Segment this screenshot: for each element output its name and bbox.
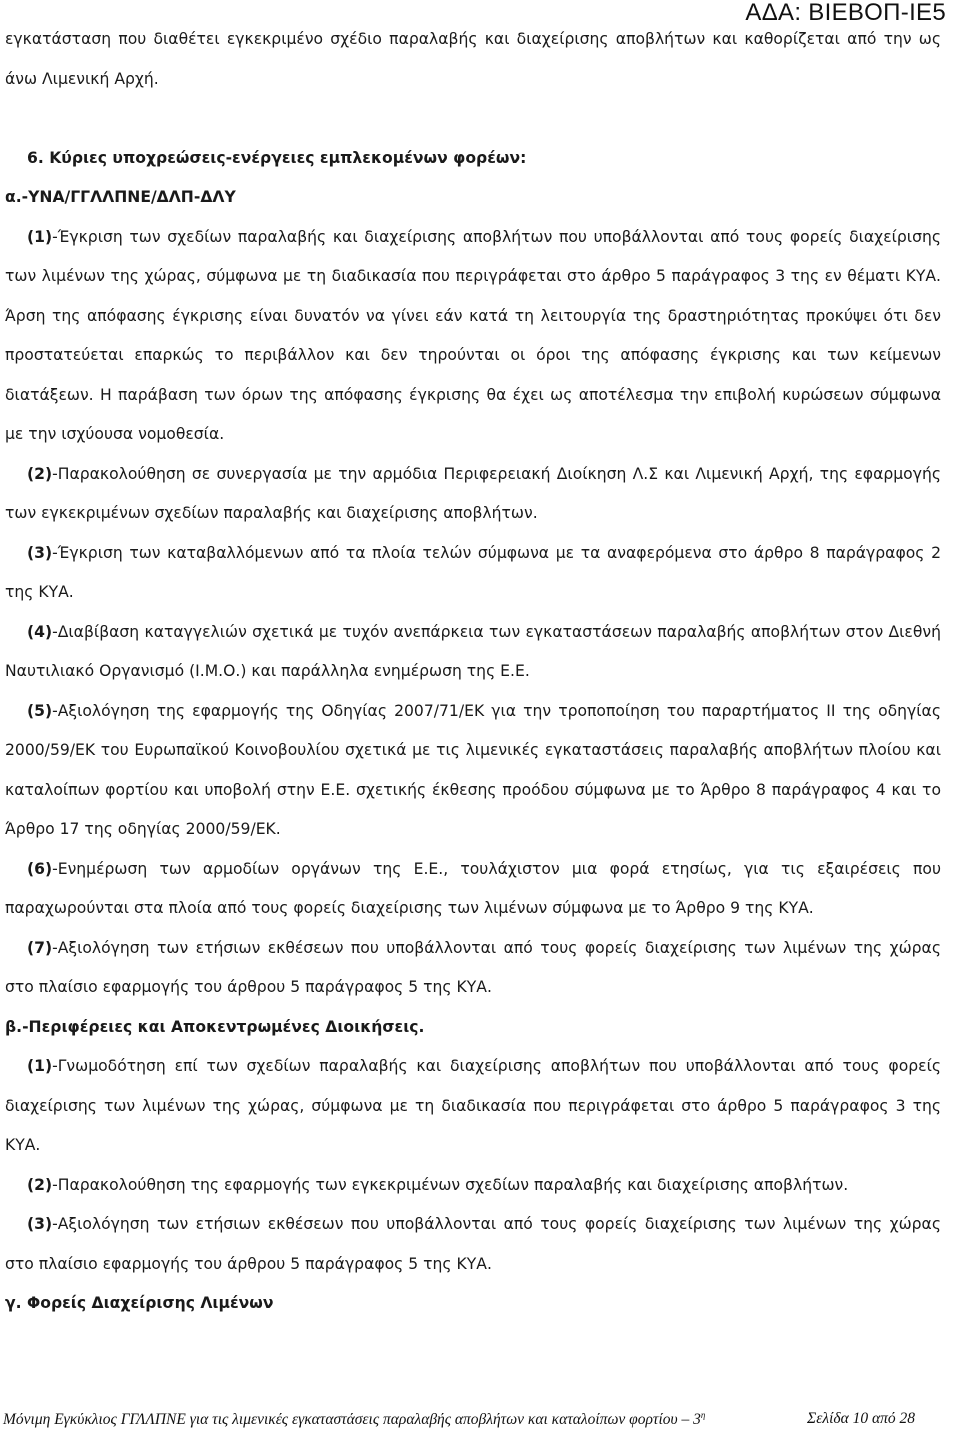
- list-item-a6: [5, 850, 941, 929]
- footer-title-text: Μόνιμη Εγκύκλιος ΓΓΛΛΠΝΕ για τις λιμενικές εγκαταστάσεις παραλαβής αποβλήτων και καταλοίπων φορτίου – 3: [3, 1411, 701, 1428]
- item-text: -Διαβίβαση καταγγελιών σχετικά με τυχόν ανεπάρκεια των εγκαταστάσεων παραλαβής αποβλήτων στον Διεθνή Ναυτιλιακό Οργανισμό (Ι.Μ.Ο.) και παράλληλα ενημέρωση της Ε.Ε.: [5, 622, 941, 680]
- list-item-b2: [5, 1166, 941, 1206]
- item-number: (3): [27, 543, 53, 562]
- footer-superscript: η: [700, 1410, 706, 1420]
- ada-code: ΑΔΑ: ΒΙΕΒΟΠ-ΙΕ5: [745, 0, 946, 26]
- item-text: -Έγκριση των καταβαλλόμενων από τα πλοία τελών σύμφωνα με τα αναφερόμενα στο άρθρο 8 παράγραφος 2 της ΚΥΑ.: [5, 543, 941, 601]
- intro-paragraph: εγκατάσταση που διαθέτει εγκεκριμένο σχέδιο παραλαβής και διαχείρισης αποβλήτων και καθορίζεται από την ως άνω Λιμενική Αρχή.: [5, 30, 941, 88]
- item-text: -Παρακολούθηση σε συνεργασία με την αρμόδια Περιφερειακή Διοίκηση Λ.Σ και Λιμενική Αρχή, της εφαρμογής των εγκεκριμένων σχεδίων παραλαβής και διαχείρισης αποβλήτων.: [5, 464, 941, 522]
- item-number: (2): [27, 464, 53, 483]
- list-item-a2: [5, 455, 941, 534]
- document-body: [5, 20, 941, 1324]
- item-text: -Αξιολόγηση της εφαρμογής της Οδηγίας 2007/71/ΕΚ για την τροποποίηση του παραρτήματος ΙΙ της οδηγίας 2000/59/ΕΚ του Ευρωπαϊκού Κοινοβουλίου σχετικά με τις λιμενικές εγκαταστάσεις παραλαβής αποβλήτων πλοίου και καταλοίπων φορτίου και υποβολή στην Ε.Ε. σχετικής έκθεσης προόδου σύμφωνα με το Άρθρο 8 παράγραφος 4 και το Άρθρο 17 της οδηγίας 2000/59/ΕΚ.: [5, 701, 941, 838]
- section-a-heading: α.-ΥΝΑ/ΓΓΛΛΠΝΕ/ΔΛΠ-ΔΛΥ: [5, 188, 236, 206]
- item-number: (6): [27, 859, 53, 878]
- page-number: Σελίδα 10 από 28: [807, 1410, 915, 1427]
- item-text: -Γνωμοδότηση επί των σχεδίων παραλαβής και διαχείρισης αποβλήτων που υποβάλλονται από τους φορείς διαχείρισης των λιμένων της χώρας, σύμφωνα με τη διαδικασία που περιγράφεται στο άρθρο 5 παράγραφος 3 της ΚΥΑ.: [5, 1057, 941, 1154]
- item-text: -Αξιολόγηση των ετήσιων εκθέσεων που υποβάλλονται από τους φορείς διαχείρισης των λιμένων της χώρας στο πλαίσιο εφαρμογής του άρθρου 5 παράγραφος 5 της ΚΥΑ.: [5, 938, 941, 996]
- list-item-a4: [5, 613, 941, 692]
- list-item-b1: [5, 1047, 941, 1166]
- section-6-heading: 6. Κύριες υποχρεώσεις-ενέργειες εμπλεκομένων φορέων:: [27, 148, 527, 167]
- list-item-a7: [5, 929, 941, 1008]
- item-text: -Ενημέρωση των αρμοδίων οργάνων της Ε.Ε., τουλάχιστον μια φορά ετησίως, για τις εξαιρέσεις που παραχωρούνται στα πλοία από τους φορείς διαχείρισης των λιμένων σύμφωνα με το Άρθρο 9 της ΚΥΑ.: [5, 859, 941, 917]
- item-number: (2): [27, 1175, 53, 1194]
- footer-document-title: [3, 1410, 705, 1429]
- list-item-b3: [5, 1205, 941, 1284]
- item-text: -Παρακολούθηση της εφαρμογής των εγκεκριμένων σχεδίων παραλαβής και διαχείρισης αποβλήτων.: [52, 1175, 849, 1194]
- list-item-a5: [5, 692, 941, 850]
- item-number: (1): [27, 227, 53, 246]
- item-number: (5): [27, 701, 53, 720]
- list-item-a3: [5, 534, 941, 613]
- item-text: -Έγκριση των σχεδίων παραλαβής και διαχείρισης αποβλήτων που υποβάλλονται από τους φορείς διαχείρισης των λιμένων της χώρας, σύμφωνα με τη διαδικασία που περιγράφεται στο άρθρο 5 παράγραφος 3 της εν θέματι ΚΥΑ. Άρση της απόφασης έγκρισης είναι δυνατόν να γίνει εάν κατά τη λειτουργία της δραστηριότητας προκύψει ότι δεν προστατεύεται επαρκώς το περιβάλλον και δεν τηρούνται οι όροι της απόφασης έγκρισης και των κείμενων διατάξεων. Η παράβαση των όρων της απόφασης έγκρισης θα έχει ως αποτέλεσμα την επιβολή κυρώσεων σύμφωνα με την ισχύουσα νομοθεσία.: [5, 227, 941, 443]
- item-number: (3): [27, 1215, 53, 1233]
- list-item-a1: [5, 218, 941, 455]
- section-c-heading: γ. Φορείς Διαχείρισης Λιμένων: [5, 1294, 274, 1312]
- item-number: (4): [27, 622, 53, 641]
- item-text: -Αξιολόγηση των ετήσιων εκθέσεων που υποβάλλονται από τους φορείς διαχείρισης των λιμένων της χώρας στο πλαίσιο εφαρμογής του άρθρου 5 παράγραφος 5 της ΚΥΑ.: [5, 1215, 941, 1273]
- item-number: (1): [27, 1057, 53, 1075]
- item-number: (7): [27, 938, 53, 957]
- section-b-heading: β.-Περιφέρειες και Αποκεντρωμένες Διοικήσεις.: [5, 1017, 425, 1036]
